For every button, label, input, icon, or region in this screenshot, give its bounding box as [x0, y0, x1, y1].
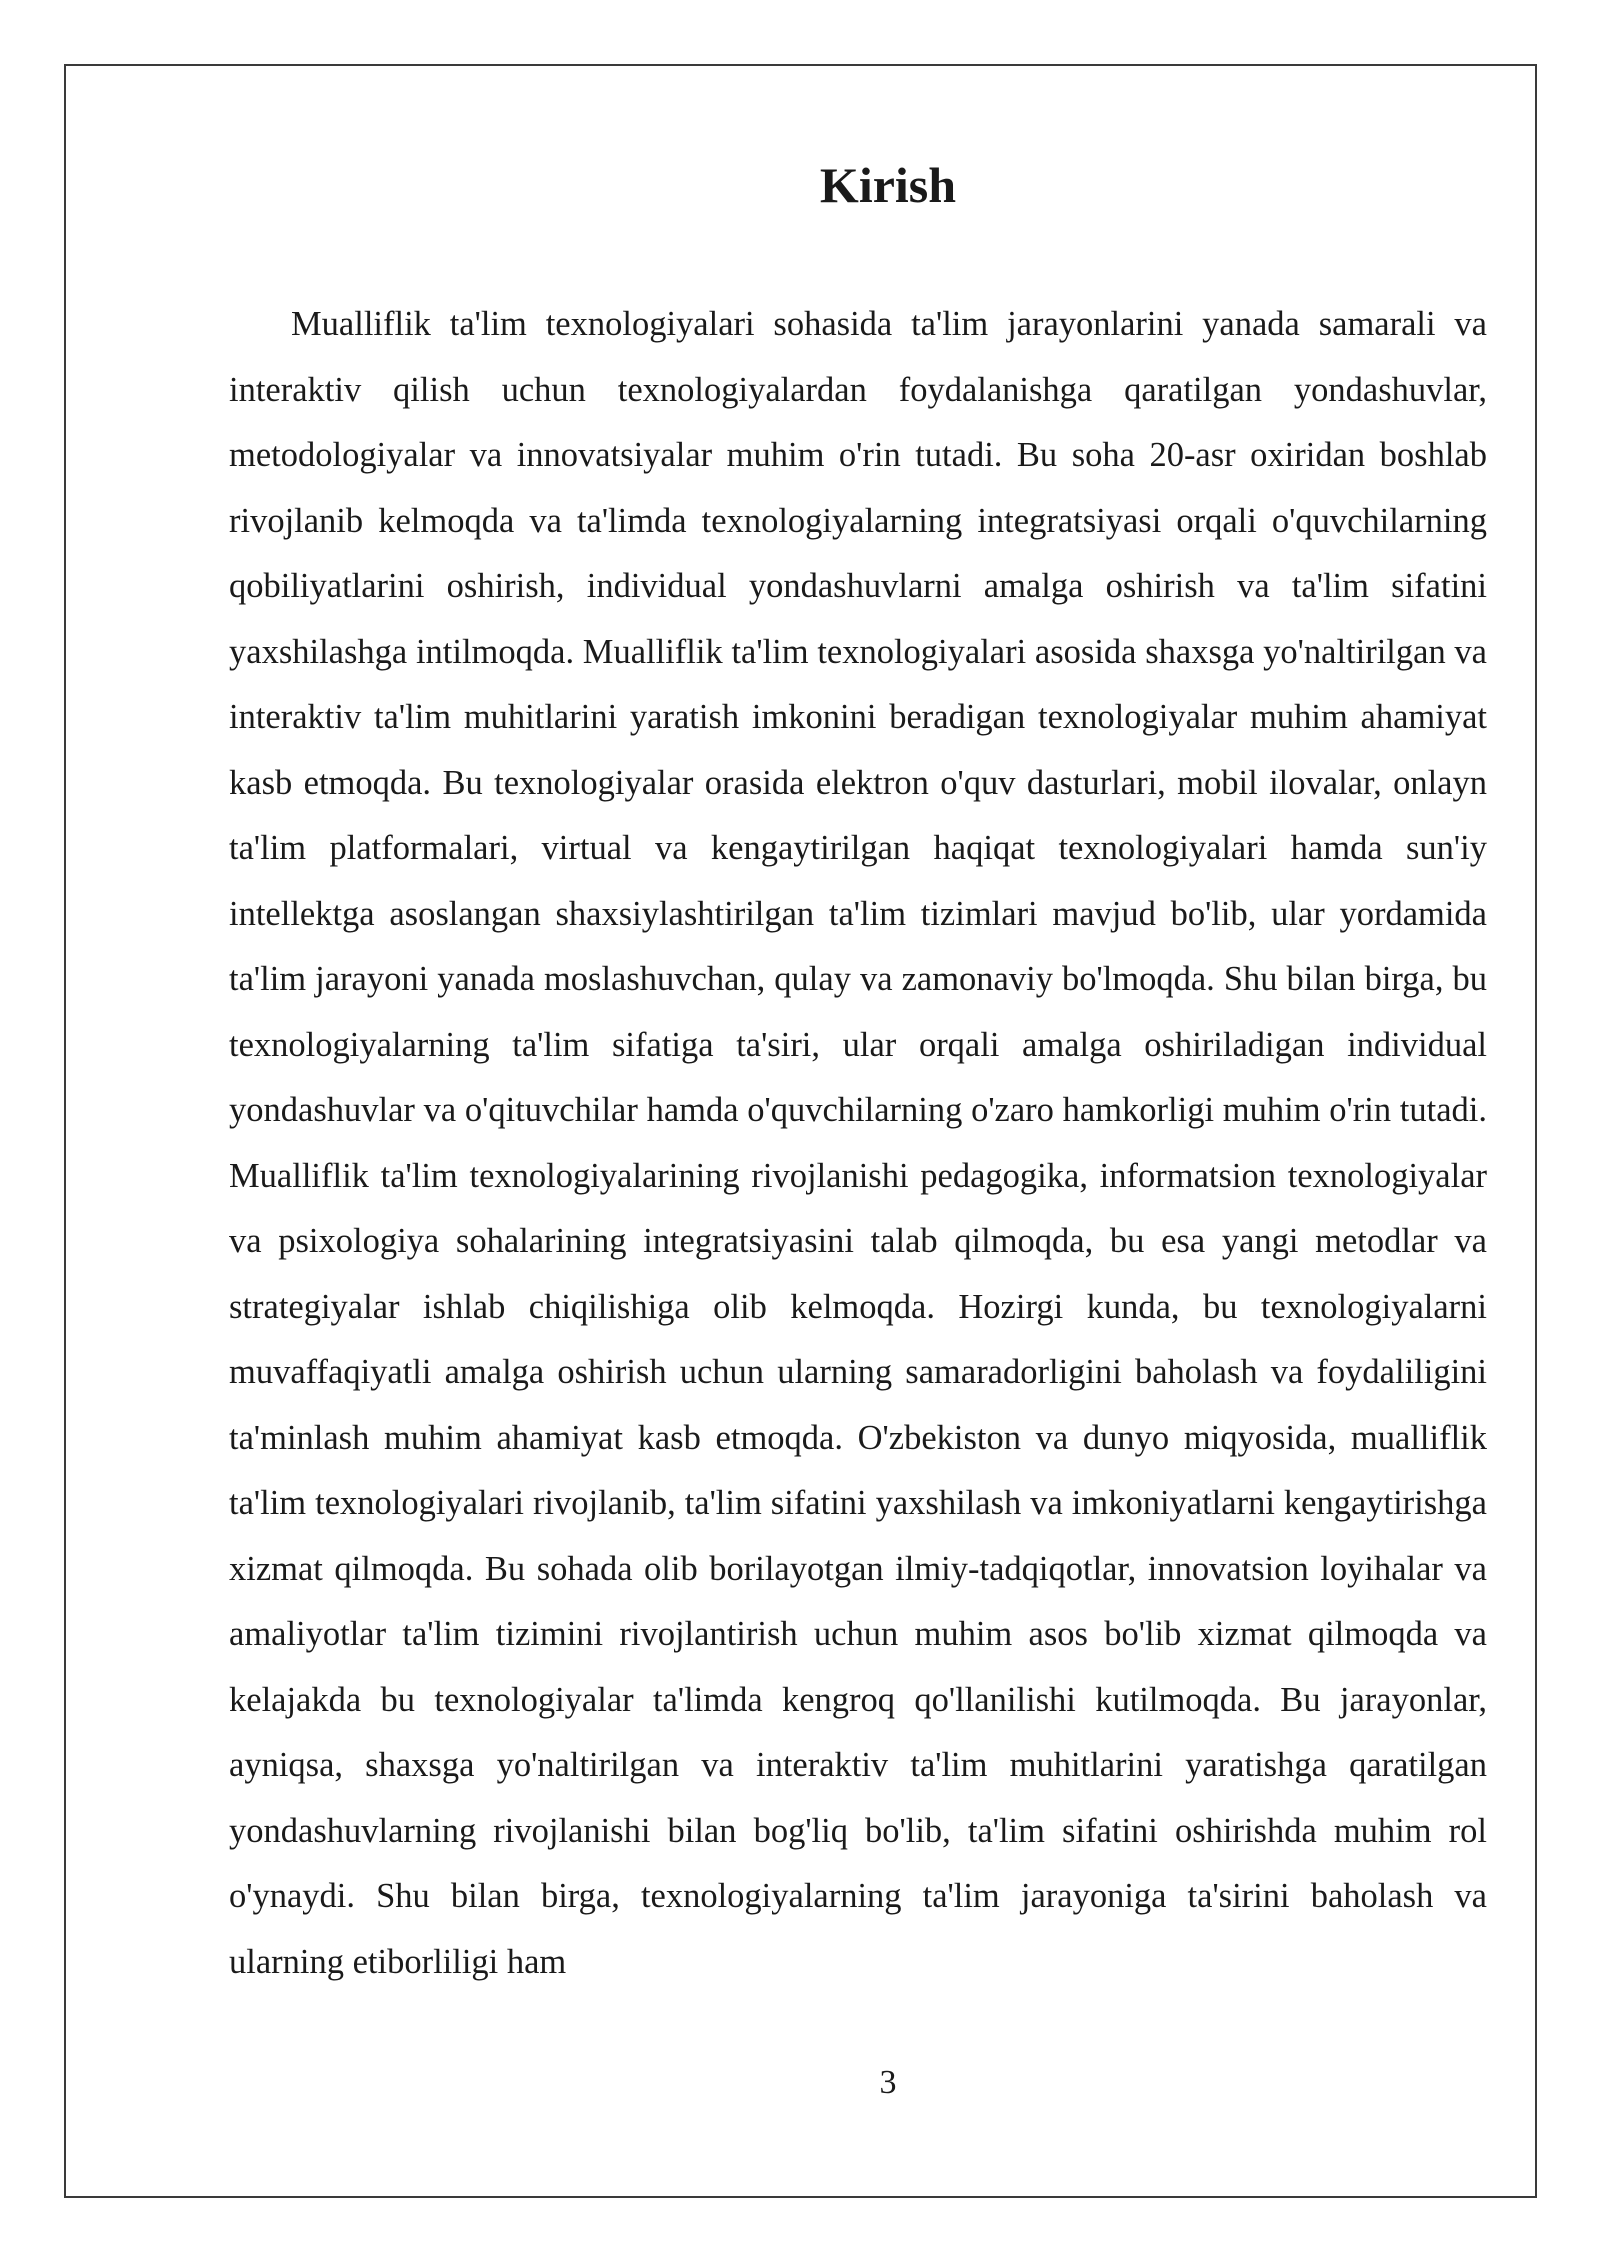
- body-paragraph: Mualliflik ta'lim texnologiyalari sohasida ta'lim jarayonlarini yanada samarali va interaktiv qilish uchun texnologiyalardan foydalanishga qaratilgan yondashuvlar, metodologiyalar va innovatsiyalar muhim o'rin tutadi. Bu soha 20-asr oxiridan boshlab rivojlanib kelmoqda va ta'limda texnologiyalarning integratsiyasi orqali o'quvchilarning qobiliyatlarini oshirish, individual yondashuvlarni amalga oshirish va ta'lim sifatini yaxshilashga intilmoqda. Mualliflik ta'lim texnologiyalari asosida shaxsga yo'naltirilgan va interaktiv ta'lim muhitlarini yaratish imkonini beradigan texnologiyalar muhim ahamiyat kasb etmoqda. Bu texnologiyalar orasida elektron o'quv dasturlari, mobil ilovalar, onlayn ta'lim platformalari, virtual va kengaytirilgan haqiqat texnologiyalari hamda sun'iy intellektga asoslangan shaxsiylashtirilgan ta'lim tizimlari mavjud bo'lib, ular yordamida ta'lim jarayoni yanada moslashuvchan, qulay va zamonaviy bo'lmoqda. Shu bilan birga, bu texnologiyalarning ta'lim sifatiga ta'siri, ular orqali amalga oshiriladigan individual yondashuvlar va o'qituvchilar hamda o'quvchilarning o'zaro hamkorligi muhim o'rin tutadi. Mualliflik ta'lim texnologiyalarining rivojlanishi pedagogika, informatsion texnologiyalar va psixologiya sohalarining integratsiyasini talab qilmoqda, bu esa yangi metodlar va strategiyalar ishlab chiqilishiga olib kelmoqda. Hozirgi kunda, bu texnologiyalarni muvaffaqiyatli amalga oshirish uchun ularning samaradorligini baholash va foydaliligini ta'minlash muhim ahamiyat kasb etmoqda. O'zbekiston va dunyo miqyosida, mualliflik ta'lim texnologiyalari rivojlanib, ta'lim sifatini yaxshilash va imkoniyatlarni kengaytirishga xizmat qilmoqda. Bu sohada olib borilayotgan ilmiy-tadqiqotlar, innovatsion loyihalar va amaliyotlar ta'lim tizimini rivojlantirish uchun muhim asos bo'lib xizmat qilmoqda va kelajakda bu texnologiyalar ta'limda kengroq qo'llanilishi kutilmoqda. Bu jarayonlar, ayniqsa, shaxsga yo'naltirilgan va interaktiv ta'lim muhitlarini yaratishga qaratilgan yondashuvlarning rivojlanishi bilan bog'liq bo'lib, ta'lim sifatini oshirishda muhim rol o'ynaydi. Shu bilan birga, texnologiyalarning ta'lim jarayoniga ta'sirini baholash va ularning etiborliligi ham: [229, 305, 1487, 1981]
- page-number: 3: [879, 2064, 897, 2101]
- page-title: Kirish: [819, 157, 957, 213]
